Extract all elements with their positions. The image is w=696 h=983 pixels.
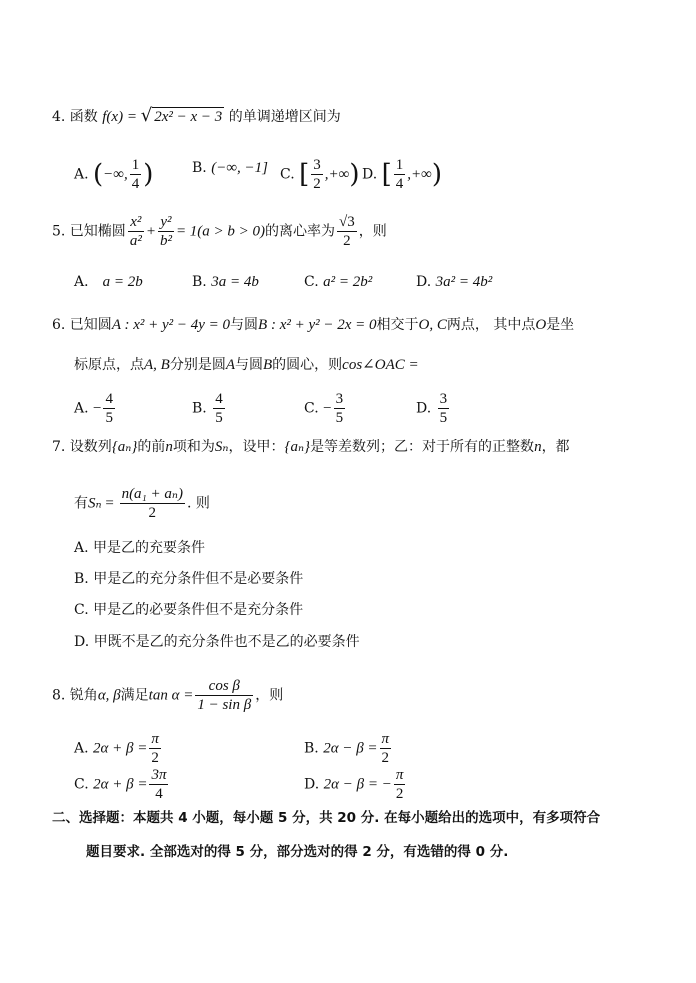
question-5: 5. 已知椭圆 $\frac{\text{x²}}{\text{a²}}$ + $\frac{\text{y²}}{\text{b²}}$ = 1(a > b > 0)的离心率为 $\frac{√3}{2}$ ，则 <box>52 214 387 249</box>
question-8: 8. 锐角α, β满足tan α = $\frac{\text{cos β}}{\text{1 − sin β}}$ ，则 <box>52 678 284 713</box>
q5-option-c <box>304 272 372 292</box>
option-label: C. <box>74 602 89 618</box>
q4-option-c: C. [ $\frac{3}{2}$ ,+∞) <box>280 157 360 192</box>
q6-option-d: D. $\frac{3}{5}$ <box>416 391 448 426</box>
q4-option-a: A. (−∞, $\frac{1}{4}$ ) <box>74 157 154 192</box>
q7-option-d <box>74 632 360 652</box>
q4-d-frac: $\frac{1}{4}$ <box>395 157 404 192</box>
q4-radicand: 2x² − x − 3 <box>154 109 223 125</box>
q4-a-frac: $\frac{1}{4}$ <box>131 157 140 192</box>
option-value: a² = 2b² <box>323 274 373 290</box>
q7-option-b <box>74 569 303 589</box>
q5-mid: 的离心率为 <box>265 223 336 240</box>
circle-b-equation: B : x² + y² − 2x = 0 <box>258 317 377 333</box>
q8-option-a: A. 2α + β = $\frac{\pi}{2}$ <box>74 731 159 766</box>
option-label: B. <box>304 740 319 757</box>
option-value: a = 2b <box>102 274 143 290</box>
q6-option-c: C. − $\frac{3}{5}$ <box>304 391 344 426</box>
question-6-line-1: 6. 已知圆A : x² + y² − 4y = 0与圆B : x² + y² − 2x = 0相交于O, C两点， 其中点O是坐 <box>52 317 575 333</box>
q5-eccentricity: $\frac{√3}{2}$ <box>339 214 355 249</box>
q6-option-b: B. $\frac{4}{5}$ <box>192 391 223 426</box>
q5-option-d <box>416 272 492 292</box>
q5-frac-x: $\frac{\text{x²}}{\text{a²}}$ <box>129 214 142 249</box>
sqrt-sign: √ <box>140 105 153 126</box>
option-label: B. <box>192 274 207 290</box>
cos-oac: cos∠OAC = <box>342 357 419 373</box>
q4-suffix: 的单调递增区间为 <box>228 109 341 125</box>
option-label: A． <box>74 274 99 290</box>
question-7-line-2: 有Sₙ = $\frac{\text{n(a₁ + aₙ)}}{2}$ . 则 <box>74 486 210 521</box>
q7-option-a <box>74 538 205 558</box>
section-2-instructions-line-2: 题目要求. 全部选对的得 5 分，部分选对的得 2 分，有选错的得 0 分. <box>86 844 509 860</box>
option-label: B. <box>192 400 207 417</box>
option-value: 甲是乙的必要条件但不是充分条件 <box>93 602 304 618</box>
option-label: A. <box>74 166 89 183</box>
option-value: 3a² = 4b² <box>435 274 493 290</box>
q4-func: f(x) = <box>102 109 141 125</box>
q4-option-b <box>192 158 268 178</box>
option-value: 甲既不是乙的充分条件也不是乙的必要条件 <box>93 634 360 650</box>
q5-option-a <box>74 272 143 292</box>
option-label: D. <box>304 776 320 793</box>
option-label: D. <box>74 634 90 650</box>
option-label: A. <box>74 540 89 556</box>
option-label: B. <box>192 160 207 176</box>
q4-option-d: D. [ $\frac{1}{4}$ ,+∞) <box>362 157 443 192</box>
q5-frac-y: $\frac{\text{y²}}{\text{b²}}$ <box>159 214 172 249</box>
q8-option-d: D. 2α − β = − $\frac{\pi}{2}$ <box>304 767 404 802</box>
question-4 <box>52 106 341 127</box>
option-label: D. <box>416 274 432 290</box>
option-label: D. <box>416 400 432 417</box>
circle-a-equation: A : x² + y² − 4y = 0 <box>111 317 231 333</box>
question-6-line-2: 标原点，点A, B分别是圆A与圆B的圆心，则cos∠OAC = <box>74 357 419 373</box>
question-7-line-1: 7. 设数列{aₙ}的前n项和为Sₙ，设甲：{aₙ}是等差数列；乙：对于所有的正整数n，都 <box>52 439 570 455</box>
q4-prefix: 4. 函数 <box>52 109 98 125</box>
q8-option-b: B. 2α − β = $\frac{\pi}{2}$ <box>304 731 390 766</box>
q6-option-a: A. − $\frac{4}{5}$ <box>74 391 113 426</box>
option-label: C. <box>304 400 319 417</box>
option-label: C. <box>74 776 89 793</box>
q8-option-c: C. 2α + β = $\frac{3\pi}{4}$ <box>74 767 167 802</box>
section-2-instructions-line-1: 二、选择题：本题共 4 小题，每小题 5 分，共 20 分. 在每小题给出的选项中，有多项符合 <box>52 810 601 826</box>
option-label: C. <box>280 166 295 183</box>
option-value: 3a = 4b <box>211 274 259 290</box>
q4-b-value: (−∞, −1] <box>211 160 268 176</box>
q4-c-frac: $\frac{3}{2}$ <box>313 157 321 192</box>
option-label: D. <box>362 166 378 183</box>
option-value: 甲是乙的充分条件但不是必要条件 <box>93 571 304 587</box>
option-label: A. <box>74 400 89 417</box>
q5-option-b <box>192 272 259 292</box>
tan-frac: $\frac{\text{cos β}}{\text{1 − sin β}}$ <box>197 678 252 713</box>
q5-suffix: ，则 <box>358 223 387 240</box>
q5-cond: = 1(a > b > 0) <box>175 223 266 240</box>
option-value: 甲是乙的充要条件 <box>93 540 206 556</box>
option-label: B. <box>74 571 89 587</box>
option-label: C. <box>304 274 319 290</box>
option-label: A. <box>74 740 89 757</box>
sum-formula: $\frac{\text{n(a₁ + aₙ)}}{2}$ <box>121 486 183 521</box>
q7-option-c <box>74 600 303 620</box>
q5-prefix: 5. 已知椭圆 <box>52 223 126 240</box>
